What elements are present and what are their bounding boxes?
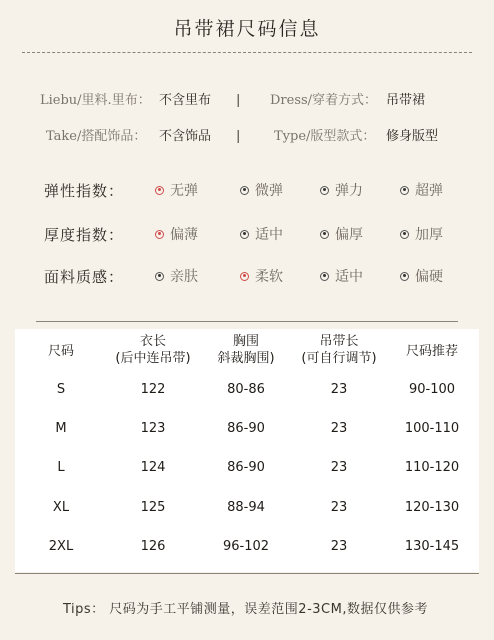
option-label: 偏厚 bbox=[335, 227, 363, 243]
table-header: 衣长 bbox=[139, 334, 166, 349]
table-header: (后中连吊带) bbox=[115, 351, 191, 366]
option-label: 适中 bbox=[335, 269, 363, 285]
attribute-option bbox=[400, 264, 443, 290]
table-header: 胸围 bbox=[232, 334, 259, 349]
option-label: 超弹 bbox=[415, 183, 443, 199]
radio-selected-icon bbox=[240, 272, 249, 281]
attribute-name: 弹性指数： bbox=[44, 182, 125, 200]
table-cell: 110-120 bbox=[404, 460, 460, 475]
table-cell: 124 bbox=[140, 460, 166, 475]
table-bottom-divider bbox=[15, 573, 479, 574]
attribute-name: 厚度指数： bbox=[44, 226, 125, 244]
radio-dot-icon bbox=[400, 230, 409, 239]
table-cell: 86-90 bbox=[227, 460, 265, 475]
fit-value: 修身版型 bbox=[386, 129, 439, 144]
table-header: (可自行调节) bbox=[301, 351, 377, 366]
attribute-row bbox=[0, 222, 494, 248]
attribute-row bbox=[0, 264, 494, 290]
table-cell: 2XL bbox=[48, 539, 74, 554]
option-label: 柔软 bbox=[255, 269, 283, 285]
option-label: 弹力 bbox=[335, 183, 363, 199]
table-cell: 120-130 bbox=[404, 500, 460, 515]
attribute-option bbox=[155, 178, 198, 204]
attribute-option bbox=[320, 222, 363, 248]
table-cell: 122 bbox=[140, 382, 166, 397]
table-cell: 96-102 bbox=[222, 539, 270, 554]
table-cell: 90-100 bbox=[408, 382, 456, 397]
radio-dot-icon bbox=[320, 272, 329, 281]
option-label: 微弹 bbox=[255, 183, 283, 199]
accessory-value: 不含饰品 bbox=[159, 129, 212, 144]
radio-dot-icon bbox=[240, 186, 249, 195]
radio-dot-icon bbox=[155, 272, 164, 281]
radio-selected-icon bbox=[155, 230, 164, 239]
lining-label: Liebu/里料.里布： bbox=[40, 93, 151, 108]
table-header: 尺码 bbox=[47, 344, 74, 359]
option-label: 偏薄 bbox=[170, 227, 198, 243]
title-divider bbox=[22, 52, 472, 53]
table-cell: XL bbox=[52, 500, 70, 515]
option-label: 加厚 bbox=[415, 227, 443, 243]
radio-dot-icon bbox=[320, 186, 329, 195]
attribute-option bbox=[400, 178, 443, 204]
info-separator: | bbox=[236, 129, 241, 144]
lining-value: 不含里布 bbox=[159, 93, 212, 108]
attribute-option bbox=[320, 264, 363, 290]
table-cell: 130-145 bbox=[404, 539, 460, 554]
attribute-option bbox=[240, 222, 283, 248]
attribute-option bbox=[320, 178, 363, 204]
table-header: 尺码推荐 bbox=[405, 344, 458, 359]
option-label: 偏硬 bbox=[415, 269, 443, 285]
fit-label: Type/版型款式： bbox=[274, 129, 376, 144]
attribute-option bbox=[240, 264, 283, 290]
table-cell: 86-90 bbox=[227, 421, 265, 436]
option-label: 无弹 bbox=[170, 183, 198, 199]
radio-dot-icon bbox=[400, 186, 409, 195]
radio-dot-icon bbox=[400, 272, 409, 281]
table-cell: 126 bbox=[140, 539, 166, 554]
attribute-option bbox=[400, 222, 443, 248]
table-cell: 23 bbox=[330, 382, 348, 397]
wear-style-value: 吊带裙 bbox=[386, 93, 426, 108]
option-label: 亲肤 bbox=[170, 269, 198, 285]
radio-selected-icon bbox=[155, 186, 164, 195]
table-cell: 80-86 bbox=[227, 382, 265, 397]
table-cell: 125 bbox=[140, 500, 166, 515]
radio-dot-icon bbox=[320, 230, 329, 239]
table-header: 吊带长 bbox=[319, 334, 359, 349]
table-cell: L bbox=[57, 460, 65, 475]
table-cell: M bbox=[55, 421, 67, 436]
attribute-option bbox=[155, 222, 198, 248]
table-cell: S bbox=[56, 382, 66, 397]
table-cell: 23 bbox=[330, 421, 348, 436]
table-cell: 23 bbox=[330, 539, 348, 554]
table-cell: 23 bbox=[330, 500, 348, 515]
option-label: 适中 bbox=[255, 227, 283, 243]
attribute-name: 面料质感： bbox=[44, 268, 125, 286]
wear-style-label: Dress/穿着方式： bbox=[270, 93, 378, 108]
section-divider bbox=[36, 321, 458, 322]
size-table bbox=[15, 329, 479, 572]
radio-dot-icon bbox=[240, 230, 249, 239]
info-row-lining bbox=[0, 89, 494, 113]
accessory-label: Take/搭配饰品： bbox=[46, 129, 147, 144]
table-cell: 88-94 bbox=[227, 500, 265, 515]
table-header: 斜裁胸围) bbox=[217, 351, 275, 366]
tips-text: Tips： 尺码为手工平铺测量，误差范围2-3CM,数据仅供参考 bbox=[63, 602, 428, 617]
page-title: 吊带裙尺码信息 bbox=[173, 18, 321, 40]
attribute-option bbox=[155, 264, 198, 290]
info-row-accessory bbox=[0, 125, 494, 149]
attribute-option bbox=[240, 178, 283, 204]
table-cell: 23 bbox=[330, 460, 348, 475]
table-cell: 123 bbox=[140, 421, 166, 436]
attribute-row bbox=[0, 178, 494, 204]
table-cell: 100-110 bbox=[404, 421, 460, 436]
info-separator: | bbox=[236, 93, 241, 108]
